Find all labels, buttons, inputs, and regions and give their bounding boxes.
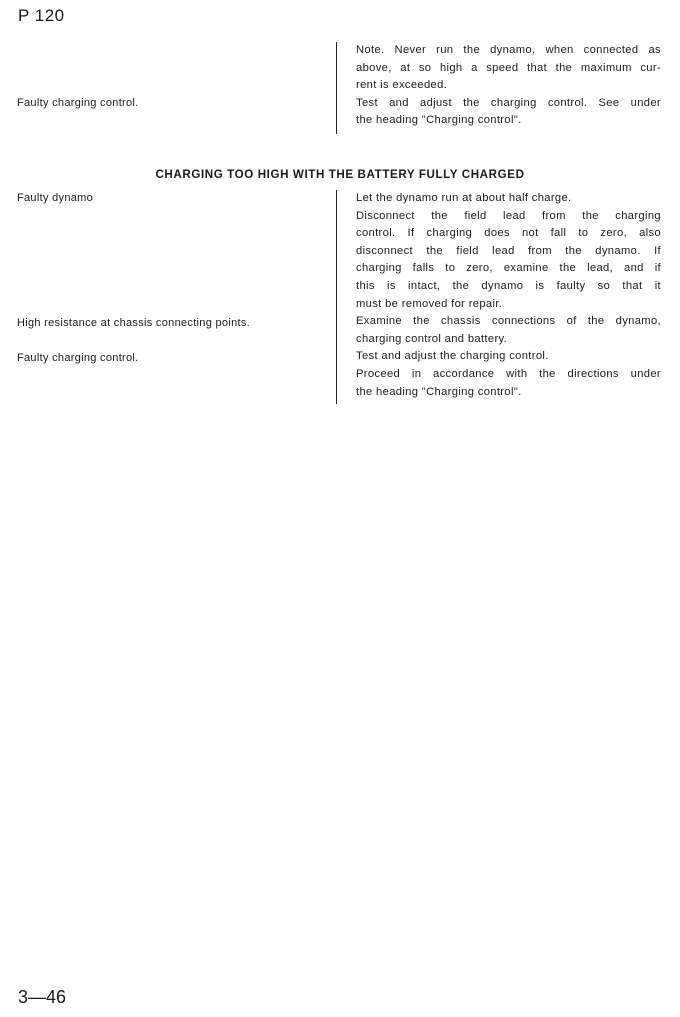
- remedy-line: disconnect the field lead from the dynamo. If: [356, 244, 661, 257]
- remedy-line: Examine the chassis connections of the dynamo,: [356, 315, 661, 328]
- remedy-line: this is intact, the dynamo is faulty so that it: [356, 279, 661, 292]
- remedy-line: control. If charging does not fall to zero, also: [356, 227, 661, 240]
- remedy-line: above, at so high a speed that the maximum cur-: [356, 61, 661, 74]
- remedy-line: Proceed in accordance with the directions under: [356, 367, 661, 380]
- remedy-line: charging falls to zero, examine the lead, and if: [356, 262, 661, 275]
- remedy-line: the heading "Charging control".: [356, 385, 522, 398]
- remedy-line: rent is exceeded.: [356, 79, 448, 92]
- cause-faulty-charging-control: Faulty charging control.: [17, 97, 139, 109]
- remedy-line: charging control and battery.: [356, 332, 508, 345]
- remedy-line: Let the dynamo run at about half charge.: [356, 192, 572, 204]
- remedy-line: the heading "Charging control".: [356, 114, 522, 127]
- remedy-line: Test and adjust the charging control.: [356, 350, 549, 363]
- remedy-line: Test and adjust the charging control. See under: [356, 96, 661, 109]
- cause-faulty-dynamo: Faulty dynamo: [17, 192, 94, 204]
- remedy-line: Note. Never run the dynamo, when connected as: [356, 44, 661, 56]
- cause-high-resistance: High resistance at chassis connecting points.: [17, 317, 251, 329]
- remedy-column-section2: [336, 190, 661, 404]
- remedy-line: Disconnect the field lead from the charging: [356, 209, 661, 222]
- section-heading: CHARGING TOO HIGH WITH THE BATTERY FULLY CHARGED: [155, 168, 525, 181]
- page-number: 3—46: [18, 987, 67, 1007]
- page-label: P 120: [18, 6, 65, 25]
- cause-faulty-charging-control: Faulty charging control.: [17, 352, 139, 364]
- remedy-line: must be removed for repair.: [356, 297, 503, 310]
- remedy-column-section1: [336, 42, 661, 134]
